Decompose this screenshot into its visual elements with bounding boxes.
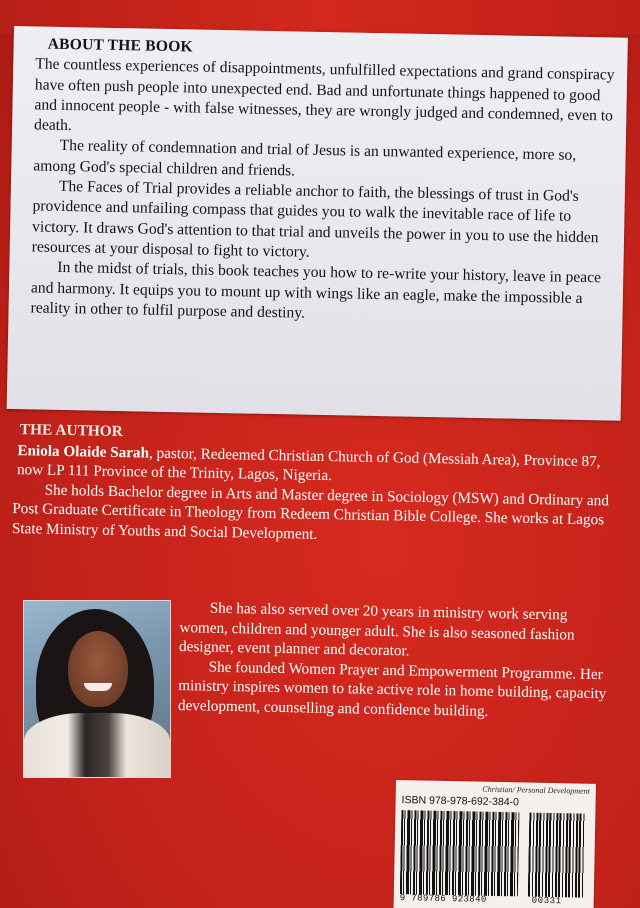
author-ministry: She has also served over 20 years in ministry work serving women, children and younger adult. She is also seasoned fashion designer, event planner and decorator. (178, 599, 575, 660)
author-name: Eniola Olaide Sarah (17, 441, 150, 462)
about-paragraph-4: In the midst of trials, this book teaches you how to re-write your history, leave in peace and harmony. It equips you to mount up with wings like an eagle, make the impossible a reality in other to fulfil purpose and destiny. (30, 259, 602, 322)
barcode-addon-digits: 00331 (531, 895, 562, 907)
barcode-image (400, 810, 520, 896)
isbn-label: ISBN 978-978-692-384-0 (401, 794, 520, 809)
author-intro-text: , pastor, Redeemed Christian Church of God (Messiah Area), Province 87, now LP 111 Province of the Trinity, Lagos, Nigeria. (16, 444, 601, 485)
author-ministry-text (178, 598, 610, 724)
photo-face (68, 631, 128, 707)
barcode-addon-image (528, 813, 586, 898)
about-heading: ABOUT THE BOOK (47, 35, 194, 56)
about-text (30, 34, 620, 329)
barcode-digits: 9 789786 923840 (399, 893, 487, 905)
author-block (12, 420, 614, 550)
about-panel (7, 26, 628, 421)
about-paragraph-1: The countless experiences of disappointments, unfulfilled expectations and grand conspiracy have often push people into unexpected end. Bad and unfortunate things happened to good and innocent people - with false witnesses, they are wrongly judged and condemned, even to death. (33, 55, 615, 135)
photo-jacket (24, 713, 170, 778)
author-founded: She founded Women Prayer and Empowerment Programme. Her ministry inspires women to take active role in home building, capacity development, counselling and confidence building. (177, 658, 607, 720)
isbn-barcode-box (394, 780, 596, 908)
about-paragraph-2: The reality of condemnation and trial of Jesus is an unwanted experience, more so, among God's special children and friends. (33, 137, 577, 180)
author-photo (23, 600, 171, 778)
category-label: Christian/ Personal Development (482, 784, 590, 796)
author-education: She holds Bachelor degree in Arts and Master degree in Sociology (MSW) and Ordinary and Post Graduate Certificate in Theology from Redeem Christian Bible College. She works at Lagos State Ministry of Youths and Social Development. (11, 481, 610, 543)
about-paragraph-3: The Faces of Trial provides a reliable anchor to faith, the blessings of trust in God's providence and unfailing compass that guides you to walk the inevitable race of life to victory. It draws God's attention to that trial and unveils the power in you to use the hidden resources at your disposal to fight to victory. (31, 177, 599, 261)
photo-smile (84, 683, 112, 691)
author-heading: THE AUTHOR (19, 421, 124, 441)
